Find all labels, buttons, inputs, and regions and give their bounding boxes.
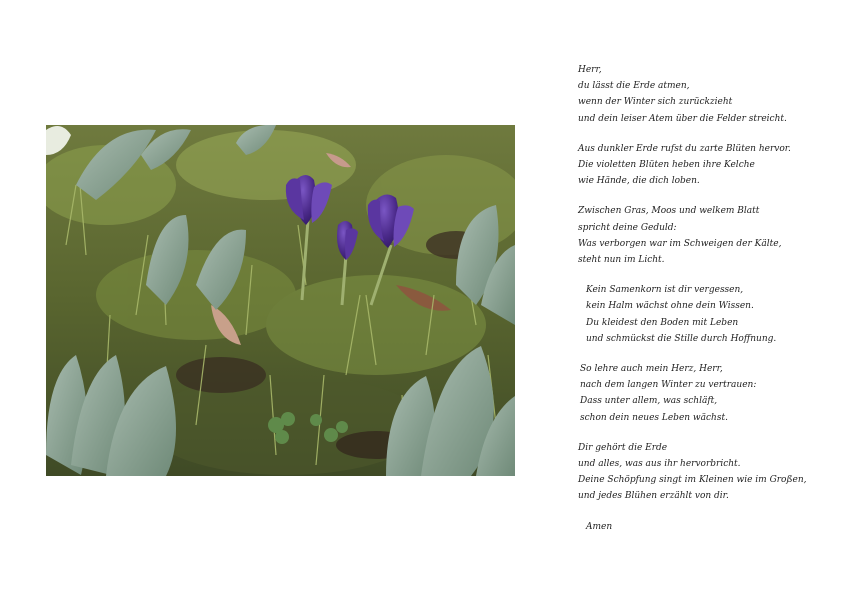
poem-stanza-amen (586, 519, 828, 535)
poem-line: schon dein neues Leben wächst. (580, 412, 728, 423)
poem-stanza (578, 62, 828, 127)
poem-line: spricht deine Geduld: (578, 222, 677, 233)
poem-line: nach dem langen Winter zu vertrauen: (580, 380, 757, 391)
poem-line: und dein leiser Atem über die Felder streicht. (578, 113, 787, 124)
poem-stanza (586, 282, 828, 347)
poem-line: Aus dunkler Erde rufst du zarte Blüten hervor. (578, 143, 791, 154)
poem-line: und alles, was aus ihr hervorbricht. (578, 459, 741, 470)
poem-line: Kein Samenkorn ist dir vergessen, (586, 285, 744, 296)
crocus-photo (46, 125, 515, 476)
poem-line: Dir gehört die Erde (578, 442, 668, 453)
poem-line: Die violetten Blüten heben ihre Kelche (578, 160, 755, 171)
poem-line: So lehre auch mein Herz, Herr, (580, 364, 723, 375)
poem-stanza (578, 203, 828, 268)
poem-line: wie Hände, die dich loben. (578, 176, 700, 187)
poem-line: Was verborgen war im Schweigen der Kälte, (578, 238, 782, 249)
poem-line: wenn der Winter sich zurückzieht (578, 97, 733, 108)
poem-stanza (578, 141, 828, 190)
poem-line: und jedes Blühen erzählt von dir. (578, 491, 729, 502)
poem-stanza (578, 440, 828, 505)
poem-line: kein Halm wächst ohne dein Wissen. (586, 301, 754, 312)
poem-line: Du kleidest den Boden mit Leben (586, 317, 739, 328)
crocus-meadow-photo (46, 125, 515, 476)
poem-line: Herr, (578, 65, 602, 75)
poem (578, 62, 828, 549)
poem-line: steht nun im Licht. (578, 255, 665, 266)
poem-line: und schmückst die Stille durch Hoffnung. (586, 333, 777, 344)
poem-line: Dass unter allem, was schläft, (580, 396, 718, 407)
poem-stanza (580, 361, 828, 426)
poem-line: du lässt die Erde atmen, (578, 81, 690, 92)
poem-line: Zwischen Gras, Moos und welkem Blatt (578, 206, 760, 217)
poem-line: Deine Schöpfung singt im Kleinen wie im Großen, (578, 475, 807, 486)
poem-line: Amen (586, 521, 613, 532)
